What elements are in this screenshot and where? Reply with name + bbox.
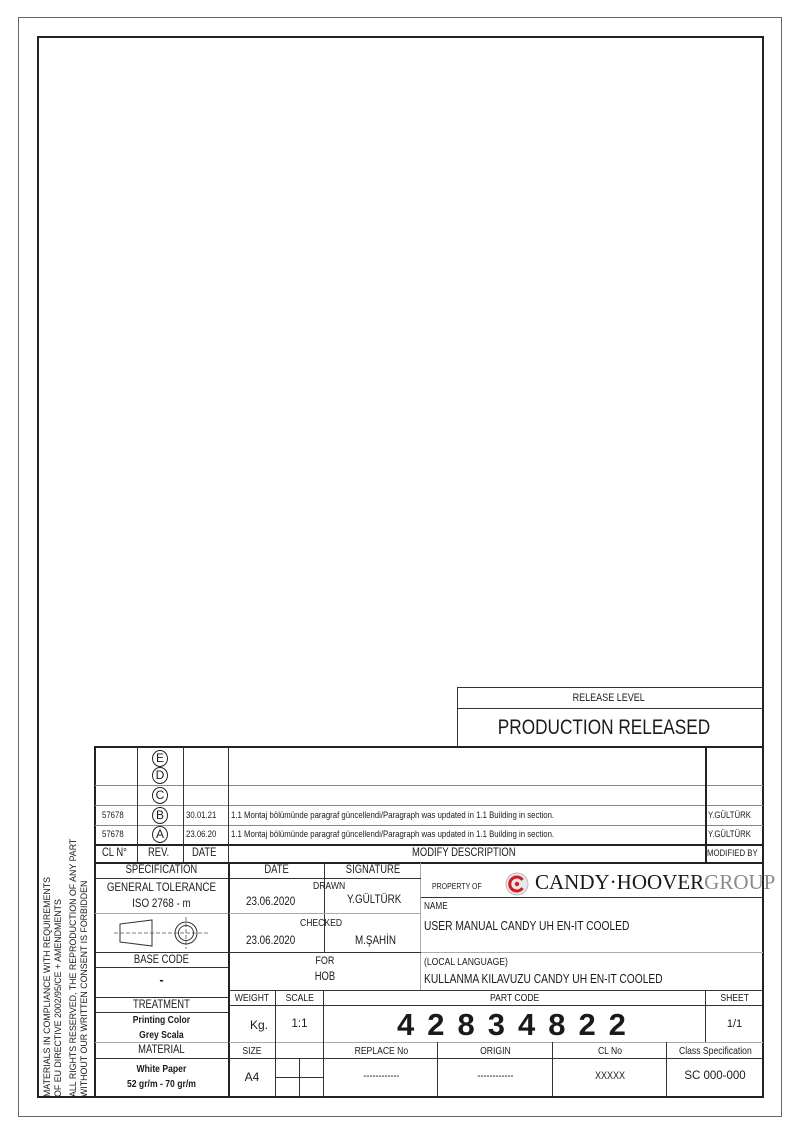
origin-value: ------------ xyxy=(477,1070,514,1082)
cl-no-value: XXXXX xyxy=(594,1070,626,1082)
size-value: A4 xyxy=(244,1070,260,1084)
material-line-1: White Paper xyxy=(136,1063,187,1075)
name-label: NAME xyxy=(424,901,448,912)
first-angle-projection-icon xyxy=(112,915,212,951)
brand-name xyxy=(535,872,775,893)
checked-signature: M.ŞAHİN xyxy=(355,933,397,947)
revision-a-marker: A xyxy=(152,826,168,843)
size-label: SIZE xyxy=(242,1045,262,1057)
class-specification-label: Class Specification xyxy=(679,1045,752,1057)
weight-value: Kg. xyxy=(250,1018,269,1032)
checked-date: 23.06.2020 xyxy=(246,933,296,947)
class-specification-value: SC 000-000 xyxy=(684,1070,746,1082)
revision-b-modified-by: Y.GÜLTÜRK xyxy=(708,810,752,821)
revision-a-date: 23.06.20 xyxy=(186,829,217,840)
for-value: HOB xyxy=(314,971,336,983)
approval-signature-header: SIGNATURE xyxy=(345,864,401,876)
local-language-label: (LOCAL LANGUAGE) xyxy=(424,956,508,968)
part-code-value: 42834822 xyxy=(397,1007,639,1042)
header-rev: REV. xyxy=(148,847,170,859)
revision-b-date: 30.01.21 xyxy=(186,810,217,821)
revision-e-marker: E xyxy=(152,750,168,767)
header-modify-description: MODIFY DESCRIPTION xyxy=(412,847,516,859)
revision-c-marker: C xyxy=(152,787,168,804)
compliance-line-1: MATERIALS IN COMPLIANCE WITH REQUIREMENTS xyxy=(42,876,53,1097)
for-label: FOR xyxy=(315,955,335,967)
brand-main: CANDY·HOOVER xyxy=(535,870,705,894)
rights-line-2: WITHOUT OUR WRITTEN CONSENT IS FORBIDDEN xyxy=(79,880,90,1097)
replace-no-value: ------------ xyxy=(363,1070,400,1082)
specification-label: SPECIFICATION xyxy=(125,864,198,876)
general-tolerance-label: GENERAL TOLERANCE xyxy=(106,880,217,894)
revision-d-marker: D xyxy=(152,767,168,784)
material-line-2: 52 gr/m - 70 gr/m xyxy=(126,1078,196,1090)
cl-no-label: CL No xyxy=(597,1045,623,1057)
revision-b-marker: B xyxy=(152,807,168,824)
treatment-line-1: Printing Color xyxy=(132,1014,191,1026)
candy-hoover-logo-icon xyxy=(505,872,529,896)
weight-label: WEIGHT xyxy=(234,992,270,1004)
revision-a-description: 1.1 Montaj bölümünde paragraf güncellendi/Paragraph was updated in 1.1 Building in section. xyxy=(231,829,555,840)
treatment-line-2: Grey Scala xyxy=(139,1029,184,1041)
part-code-label: PART CODE xyxy=(489,992,540,1004)
local-language-value: KULLANMA KILAVUZU CANDY UH EN-IT COOLED xyxy=(424,972,663,986)
compliance-note xyxy=(42,816,90,1097)
property-of-label: PROPERTY OF xyxy=(432,881,482,891)
approval-date-header: DATE xyxy=(264,864,289,876)
scale-value: 1:1 xyxy=(291,1018,308,1030)
base-code-label: BASE CODE xyxy=(133,954,189,966)
drawn-date: 23.06.2020 xyxy=(246,894,296,908)
release-level-value: PRODUCTION RELEASED xyxy=(497,716,711,739)
header-cl-no: CL N° xyxy=(102,847,127,859)
release-level-label: RELEASE LEVEL xyxy=(572,692,645,704)
replace-no-label: REPLACE No xyxy=(354,1045,409,1057)
compliance-line-2: OF EU DIRECTIVE 2002/95/CE + AMENDMENTS xyxy=(53,899,64,1097)
revision-a-modified-by: Y.GÜLTÜRK xyxy=(708,829,752,840)
sheet-value: 1/1 xyxy=(726,1018,743,1030)
sheet-label: SHEET xyxy=(720,992,750,1004)
revision-a-cl-no: 57678 xyxy=(102,829,124,840)
rights-line-1: ALL RIGHTS RESERVED, THE REPRODUCTION OF ANY PART xyxy=(68,838,79,1097)
material-label: MATERIAL xyxy=(138,1044,185,1056)
base-code-value: - xyxy=(159,972,164,987)
brand-group: GROUP xyxy=(704,870,776,894)
revision-b-cl-no: 57678 xyxy=(102,810,124,821)
origin-label: ORIGIN xyxy=(480,1045,511,1057)
name-value: USER MANUAL CANDY UH EN-IT COOLED xyxy=(424,919,630,933)
general-tolerance-value: ISO 2768 - m xyxy=(132,896,191,910)
drawn-label: DRAWN xyxy=(313,880,346,892)
header-date: DATE xyxy=(192,847,217,859)
treatment-label: TREATMENT xyxy=(132,999,190,1011)
drawn-signature: Y.GÜLTÜRK xyxy=(347,892,402,906)
header-modified-by: MODIFIED BY xyxy=(707,848,758,859)
revision-b-description: 1.1 Montaj bölümünde paragraf güncellendi/Paragraph was updated in 1.1 Building in section. xyxy=(231,810,555,821)
scale-label: SCALE xyxy=(285,992,314,1004)
checked-label: CHECKED xyxy=(300,917,343,929)
